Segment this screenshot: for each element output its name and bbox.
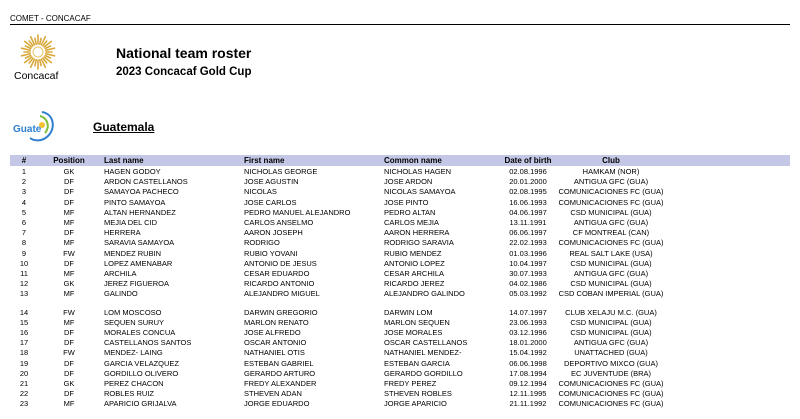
cell-club: ANTIGUA GFC (GUA): [573, 177, 649, 187]
guate-logo: [12, 110, 58, 144]
cell-date-of-birth: 03.12.1996: [509, 328, 547, 337]
cell-last-name: ALTAN HERNANDEZ: [104, 207, 176, 217]
cell-number: 12: [19, 279, 29, 289]
cell-first-name: RODRIGO: [244, 238, 280, 248]
cell-last-name: PINTO SAMAYOA: [104, 197, 166, 207]
cell-club: CF MONTREAL (CAN): [572, 228, 650, 238]
table-row: [10, 328, 790, 338]
cell-last-name: SARAVIA SAMAYOA: [104, 238, 175, 248]
cell-position: DF: [64, 228, 74, 238]
cell-common-name: MARLON SEQUEN: [384, 317, 450, 327]
cell-last-name: LOM MOSCOSO: [104, 307, 162, 317]
cell-first-name: OSCAR ANTONIO: [244, 338, 307, 348]
cell-date-of-birth: 04.02.1986: [509, 279, 547, 289]
cell-club: CSD MUNICIPAL (GUA): [570, 328, 652, 337]
cell-position: FW: [63, 348, 75, 358]
cell-first-name: JOSE CARLOS: [244, 197, 297, 207]
cell-common-name: JOSE PINTO: [384, 197, 429, 207]
cell-number: 4: [21, 197, 27, 207]
cell-number: 19: [19, 358, 29, 368]
table-row: [10, 208, 790, 218]
cell-position: MF: [63, 317, 75, 327]
cell-number: 5: [21, 207, 27, 217]
cell-first-name: STHEVEN ADAN: [244, 389, 302, 399]
cell-position: GK: [63, 379, 75, 388]
cell-date-of-birth: 02.08.1995: [509, 187, 547, 197]
cell-common-name: ANTONIO LOPEZ: [384, 258, 445, 268]
table-row: [10, 389, 790, 399]
cell-date-of-birth: 21.11.1992: [509, 399, 547, 409]
cell-last-name: HAGEN GODOY: [104, 167, 161, 176]
cell-position: FW: [63, 307, 75, 317]
header-position: Position: [53, 155, 85, 165]
cell-position: DF: [64, 368, 74, 378]
table-row: [10, 369, 790, 379]
cell-position: MF: [63, 218, 75, 227]
cell-date-of-birth: 04.06.1997: [509, 207, 547, 217]
cell-common-name: ESTEBAN GARCIA: [384, 358, 450, 368]
table-row: [10, 338, 790, 348]
cell-date-of-birth: 30.07.1993: [509, 269, 547, 278]
cell-date-of-birth: 06.06.1998: [509, 358, 547, 368]
cell-date-of-birth: 02.08.1996: [509, 167, 547, 176]
table-row: [10, 177, 790, 187]
cell-last-name: GALINDO: [104, 289, 138, 299]
table-row: [10, 359, 790, 369]
cell-last-name: GARCIA VELAZQUEZ: [104, 358, 180, 368]
cell-date-of-birth: 12.11.1995: [509, 389, 547, 399]
cell-number: 9: [21, 248, 27, 258]
cell-last-name: CASTELLANOS SANTOS: [104, 338, 192, 348]
header-first-name: First name: [244, 155, 285, 165]
cell-date-of-birth: 06.06.1997: [509, 228, 547, 238]
cell-last-name: ROBLES RUIZ: [104, 389, 155, 399]
table-row: [10, 218, 790, 228]
cell-number: 15: [19, 317, 29, 327]
cell-club: CSD COBAN IMPERIAL (GUA): [558, 289, 664, 299]
cell-first-name: DARWIN GREGORIO: [244, 307, 318, 317]
cell-number: 14: [19, 307, 29, 317]
table-row: [10, 318, 790, 328]
cell-first-name: NICOLAS: [244, 187, 277, 197]
cell-number: 18: [19, 348, 29, 358]
cell-first-name: NICHOLAS GEORGE: [244, 167, 318, 176]
cell-first-name: RICARDO ANTONIO: [244, 279, 315, 289]
cell-club: ANTIGUA GFC (GUA): [573, 269, 649, 278]
table-row: [10, 348, 790, 358]
table-row: [10, 228, 790, 238]
cell-first-name: JOSE ALFREDO: [244, 328, 301, 337]
cell-club: CLUB XELAJU M.C. (GUA): [565, 307, 657, 317]
table-row: [10, 187, 790, 197]
cell-club: CSD MUNICIPAL (GUA): [570, 279, 652, 289]
cell-common-name: RICARDO JEREZ: [384, 279, 445, 289]
cell-last-name: GORDILLO OLIVERO: [104, 368, 179, 378]
table-row: [10, 259, 790, 269]
roster-table-header: [10, 155, 790, 166]
cell-common-name: PEDRO ALTAN: [384, 207, 436, 217]
cell-number: 3: [21, 187, 27, 197]
table-row: [10, 167, 790, 177]
guate-emblem-icon: [12, 110, 58, 144]
cell-common-name: DARWIN LOM: [384, 307, 433, 317]
team-name: Guatemala: [93, 120, 155, 134]
table-row: [10, 279, 790, 289]
cell-number: 6: [21, 218, 27, 227]
cell-club: COMUNICACIONES FC (GUA): [558, 197, 664, 207]
cell-common-name: NATHANIEL MENDEZ-: [384, 348, 462, 358]
cell-club: CSD MUNICIPAL (GUA): [570, 258, 652, 268]
page-subtitle: 2023 Concacaf Gold Cup: [116, 66, 252, 78]
cell-position: GK: [63, 279, 75, 289]
header-last-name: Last name: [104, 155, 144, 165]
cell-first-name: ESTEBAN GABRIEL: [244, 358, 314, 368]
cell-position: MF: [63, 399, 75, 409]
cell-club: REAL SALT LAKE (USA): [569, 248, 653, 258]
cell-position: DF: [64, 328, 74, 337]
table-row: [10, 308, 790, 318]
cell-first-name: ANTONIO DE JESUS: [244, 258, 317, 268]
cell-position: DF: [64, 358, 74, 368]
cell-last-name: SAMAYOA PACHECO: [104, 187, 179, 197]
cell-position: MF: [63, 238, 75, 248]
cell-club: COMUNICACIONES FC (GUA): [558, 389, 664, 399]
cell-date-of-birth: 13.11.1991: [509, 218, 547, 227]
cell-date-of-birth: 14.07.1997: [509, 307, 547, 317]
cell-first-name: RUBIO YOVANI: [244, 248, 298, 258]
cell-position: DF: [64, 338, 74, 348]
cell-first-name: PEDRO MANUEL ALEJANDRO: [244, 207, 351, 217]
cell-last-name: MENDEZ RUBIN: [104, 248, 162, 258]
cell-date-of-birth: 10.04.1997: [509, 258, 547, 268]
header-divider: [10, 24, 790, 25]
cell-position: DF: [64, 258, 74, 268]
cell-common-name: AARON HERRERA: [384, 228, 450, 238]
cell-first-name: GERARDO ARTURO: [244, 368, 316, 378]
cell-last-name: JEREZ FIGUEROA: [104, 279, 170, 289]
cell-club: COMUNICACIONES FC (GUA): [558, 187, 664, 197]
cell-common-name: JOSE MORALES: [384, 328, 443, 337]
table-row: [10, 198, 790, 208]
cell-common-name: GERARDO GORDILLO: [384, 368, 463, 378]
cell-club: UNATTACHED (GUA): [574, 348, 648, 358]
cell-number: 10: [19, 258, 29, 268]
cell-first-name: CESAR EDUARDO: [244, 269, 310, 278]
cell-last-name: PEREZ CHACON: [104, 379, 164, 388]
cell-date-of-birth: 20.01.2000: [509, 177, 547, 187]
cell-date-of-birth: 17.08.1994: [509, 368, 547, 378]
cell-club: ANTIGUA GFC (GUA): [573, 338, 649, 348]
cell-date-of-birth: 09.12.1994: [509, 379, 547, 388]
cell-last-name: ARDON CASTELLANOS: [104, 177, 188, 187]
cell-number: 17: [19, 338, 29, 348]
cell-common-name: NICOLAS SAMAYOA: [384, 187, 456, 197]
cell-common-name: STHEVEN ROBLES: [384, 389, 452, 399]
table-row: [10, 269, 790, 279]
cell-last-name: ARCHILA: [104, 269, 137, 278]
cell-date-of-birth: 15.04.1992: [509, 348, 547, 358]
cell-number: 11: [20, 269, 28, 278]
header-number: #: [21, 155, 27, 165]
cell-club: HAMKAM (NOR): [582, 167, 640, 176]
cell-position: DF: [64, 177, 74, 187]
document-header-label: COMET - CONCACAF: [10, 14, 91, 23]
cell-position: GK: [63, 167, 75, 176]
cell-position: FW: [63, 248, 75, 258]
cell-date-of-birth: 22.02.1993: [509, 238, 547, 248]
cell-number: 20: [19, 368, 29, 378]
cell-last-name: SEQUEN SURUY: [104, 317, 165, 327]
table-row: [10, 249, 790, 259]
cell-common-name: FREDY PEREZ: [384, 379, 437, 388]
concacaf-sun-icon: [14, 34, 74, 74]
cell-last-name: MENDEZ- LAING: [104, 348, 163, 358]
page-title: National team roster: [116, 45, 252, 61]
cell-number: 23: [19, 399, 29, 409]
cell-common-name: CARLOS MEJIA: [384, 218, 440, 227]
cell-position: MF: [63, 207, 75, 217]
cell-common-name: RODRIGO SARAVIA: [384, 238, 454, 248]
cell-club: DEPORTIVO MIXCO (GUA): [563, 358, 659, 368]
cell-position: MF: [63, 289, 75, 299]
cell-club: ANTIGUA GFC (GUA): [573, 218, 649, 227]
header-date-of-birth: Date of birth: [504, 155, 552, 165]
cell-last-name: HERRERA: [104, 228, 141, 238]
cell-club: CSD MUNICIPAL (GUA): [570, 207, 652, 217]
cell-date-of-birth: 18.01.2000: [509, 338, 547, 348]
cell-common-name: CESAR ARCHILA: [384, 269, 445, 278]
cell-number: 16: [19, 328, 29, 337]
cell-common-name: OSCAR CASTELLANOS: [384, 338, 468, 348]
cell-first-name: ALEJANDRO MIGUEL: [244, 289, 320, 299]
cell-first-name: CARLOS ANSELMO: [244, 218, 314, 227]
cell-first-name: JOSE AGUSTIN: [244, 177, 299, 187]
header-common-name: Common name: [384, 155, 442, 165]
cell-common-name: JOSE ARDON: [384, 177, 433, 187]
cell-number: 7: [21, 228, 27, 238]
cell-common-name: NICHOLAS HAGEN: [384, 167, 452, 176]
header-club: Club: [602, 155, 620, 165]
cell-number: 22: [19, 389, 29, 399]
table-row: [10, 399, 790, 409]
cell-first-name: MARLON RENATO: [244, 317, 309, 327]
concacaf-logo-text: Concacaf: [14, 70, 59, 82]
cell-number: 8: [21, 238, 27, 248]
cell-first-name: AARON JOSEPH: [244, 228, 303, 238]
cell-position: DF: [64, 187, 74, 197]
cell-position: DF: [64, 197, 74, 207]
cell-first-name: NATHANIEL OTIS: [244, 348, 305, 358]
cell-number: 2: [21, 177, 27, 187]
cell-position: DF: [64, 389, 74, 399]
cell-common-name: JORGE APARICIO: [384, 399, 447, 409]
cell-club: COMUNICACIONES FC (GUA): [558, 399, 664, 409]
cell-date-of-birth: 16.06.1993: [509, 197, 547, 207]
cell-club: COMUNICACIONES FC (GUA): [558, 379, 664, 388]
cell-common-name: RUBIO MENDEZ: [384, 248, 442, 258]
cell-number: 1: [21, 167, 27, 176]
cell-common-name: ALEJANDRO GALINDO: [384, 289, 465, 299]
table-row: [10, 238, 790, 248]
cell-position: MF: [63, 269, 75, 278]
cell-club: COMUNICACIONES FC (GUA): [558, 238, 664, 248]
table-row: [10, 289, 790, 299]
cell-first-name: FREDY ALEXANDER: [244, 379, 317, 388]
cell-date-of-birth: 23.06.1993: [509, 317, 547, 327]
cell-date-of-birth: 05.03.1992: [509, 289, 547, 299]
cell-date-of-birth: 01.03.1996: [509, 248, 547, 258]
cell-last-name: MEJIA DEL CID: [104, 218, 158, 227]
table-row: [10, 379, 790, 389]
cell-number: 21: [19, 379, 29, 388]
cell-number: 13: [19, 289, 29, 299]
cell-first-name: JORGE EDUARDO: [244, 399, 310, 409]
guate-logo-text: Guate: [13, 124, 42, 135]
cell-last-name: MORALES CONCUA: [104, 328, 176, 337]
cell-club: EC JUVENTUDE (BRA): [570, 368, 651, 378]
cell-club: CSD MUNICIPAL (GUA): [570, 317, 652, 327]
cell-last-name: LOPEZ AMENABAR: [104, 258, 173, 268]
cell-last-name: APARICIO GRIJALVA: [104, 399, 177, 409]
